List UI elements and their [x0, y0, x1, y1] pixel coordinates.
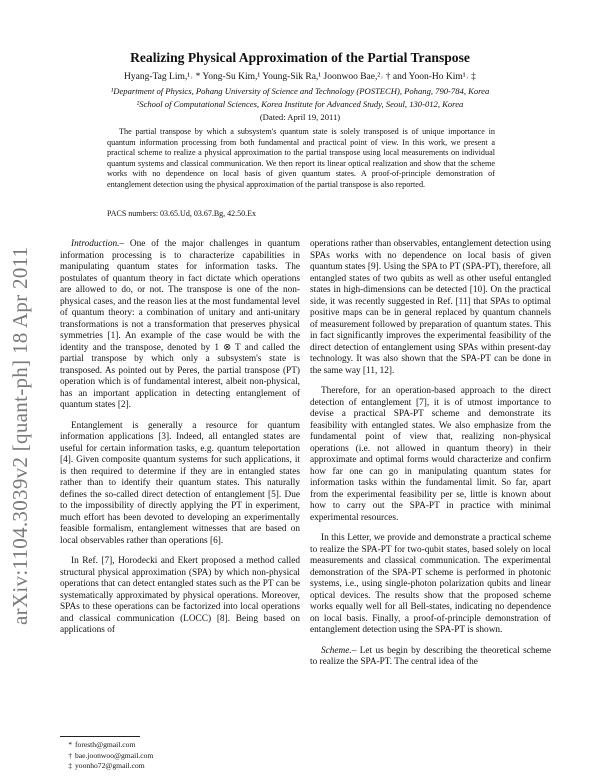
- paragraph: [310, 533, 551, 637]
- affiliation-2: ²School of Computational Sciences, Korea Institute for Advanced Study, Seoul, 130-012, Korea: [136, 99, 464, 109]
- paragraph-text: Let us begin by describing the theoretical scheme to realize the SPA-PT. The central idea of the: [310, 645, 551, 667]
- footnote: [60, 740, 300, 751]
- run-in-heading: Scheme.–: [321, 645, 357, 656]
- abstract: The partial transpose by which a subsystem's quantum state is solely transposed is of unique importance in quantum information processing from both fundamental and practical point of view. In this work, we present a practical scheme to realize a physical approximation to the partial transpose using local measurements on individual quantum systems and classical communication. We then report its linear optical realization and show that the scheme works with no dependence on local basis of given quantum states. A proof-of-principle demonstration of entanglement detection using the physical approximation of the partial transpose is also reported.: [107, 127, 495, 189]
- paragraph-text: One of the major challenges in quantum information processing is to characterize capabilities in manipulating quantum states for information tasks. The postulates of quantum theory in fact dictate which operations are allowed to do, or not. The transpose is one of the non-physical cases, and the reason lies at the most fundamental level of quantum theory: a combination of unitary and anti-unitary transformations is not a transformation that preserves physical symmetries [1]. An example of the case would be with the identity and the transpose, denoted by 1 ⊗ T and called the partial transpose by which only a subsystem's state is transposed. As pointed out by Peres, the partial transpose (PT) operation which is of fundamental interest, albeit non-physical, has an important application in detecting entanglement of quantum states [2].: [60, 239, 300, 410]
- right-column: [310, 239, 551, 678]
- footnote-email[interactable]: foresth@gmail.com: [75, 740, 136, 749]
- footnote-rule: [60, 736, 140, 737]
- footnote-email[interactable]: bae.joonwoo@gmail.com: [75, 750, 154, 760]
- paragraph: [310, 386, 551, 524]
- paragraph-text: operations rather than observables, entanglement detection using SPAs works with no dependence on local basis of given quantum states [9]. Using the SPA to PT (SPA-PT), therefore, all entangled states of two qubits as well as other useful entangled states in high-dimensions can be detected [10]. On the practical side, it was recently suggested in Ref. [11] that SPAs to optimal positive maps can be in general replaced by quantum channels of measurement followed by preparation of quantum states. This in fact significantly improves the experimental feasibility of the direct detection of entanglement using SPAs within present-day technology. It was also shown that the SPA-PT can be done in the same way [11, 12].: [310, 239, 551, 376]
- run-in-heading: Introduction.–: [71, 239, 125, 249]
- paper-title: Realizing Physical Approximation of the Partial Transpose: [130, 50, 470, 65]
- arxiv-identifier[interactable]: arXiv:1104.3039v2 [quant-ph] 18 Apr 2011: [8, 246, 32, 625]
- paragraph: [60, 239, 300, 412]
- paragraph-text: Entanglement is generally a resource for quantum information applications [3]. Indeed, all entangled states are useful for certain information tasks, e.g. quantum teleportation [4]. Given composite quantum systems for such applications, it is then required to determine if they are in entangled states rather than to identify their quantum states. This naturally defines the so-called direct detection of entanglement [5]. Due to the impossibility of directly applying the PT in experiment, much effort has been devoted to developing an experimentally feasible formalism, entanglement witnesses that are based on local observables rather than operations [6].: [60, 420, 300, 546]
- paragraph-text: In this Letter, we provide and demonstrate a practical scheme to realize the SPA-PT for two-qubit states, based solely on local measurements and classical communication. The experimental demonstration of the SPA-PT scheme is performed in photonic systems, i.e., using single-photon polarization qubits and linear optical devices. The results show that the proposed scheme works equally well for all Bell-states, indicating no dependence on local basis. Finally, a proof-of-principle demonstration of entanglement detection using the SPA-PT is shown.: [310, 533, 551, 635]
- arxiv-sidebar: [4, 205, 36, 625]
- paragraph: [60, 556, 300, 637]
- paragraph: [60, 421, 300, 548]
- paragraph: [310, 646, 551, 669]
- footnote-symbol: *: [68, 740, 72, 749]
- paragraph: [310, 239, 551, 377]
- dated-line: (Dated: April 19, 2011): [259, 112, 341, 122]
- footnote-email[interactable]: yoonho72@gmail.com: [75, 761, 145, 770]
- author-list: Hyang-Tag Lim,¹˒ * Yong-Su Kim,¹ Young-Sik Ra,¹ Joonwoo Bae,²˒ † and Yoon-Ho Kim¹˒ ‡: [124, 72, 476, 82]
- footnotes: [60, 740, 300, 772]
- left-column: [60, 239, 300, 646]
- paragraph-text: Therefore, for an operation-based approach to the direct detection of entanglement [7], it is of utmost importance to devise a practical SPA-PT scheme and demonstrate its feasibility with entangled states. We also emphasize from the fundamental point of view that, realizing non-physical operations (i.e. not allowed in quantum theory) in their approximate and optimal forms would characterize and confirm how far one can go in manipulating quantum states for information tasks within the fundamental limit. So far, apart from the experimental feasibility per se, little is known about how to carry out the SPA-PT in practice with minimal experimental resources.: [310, 386, 551, 523]
- footnote-symbol: †: [68, 750, 72, 760]
- paragraph-text: In Ref. [7], Horodecki and Ekert proposed a method called structural physical approximation (SPA) by which non-physical operations that can detect entangled states such as the PT can be systematically approximated by physical operations. Moreover, SPAs to these operations can be factorized into local operations and classical communication (LOCC) [8]. Being based on applications of: [60, 556, 300, 635]
- affiliation-1: ¹Department of Physics, Pohang University of Science and Technology (POSTECH), Pohang, 790-784, Korea: [110, 86, 490, 96]
- footnote: [60, 761, 300, 772]
- footnote: [60, 751, 300, 762]
- footnote-symbol: ‡: [68, 761, 72, 770]
- pacs-numbers: PACS numbers: 03.65.Ud, 03.67.Bg, 42.50.Ex: [107, 209, 257, 218]
